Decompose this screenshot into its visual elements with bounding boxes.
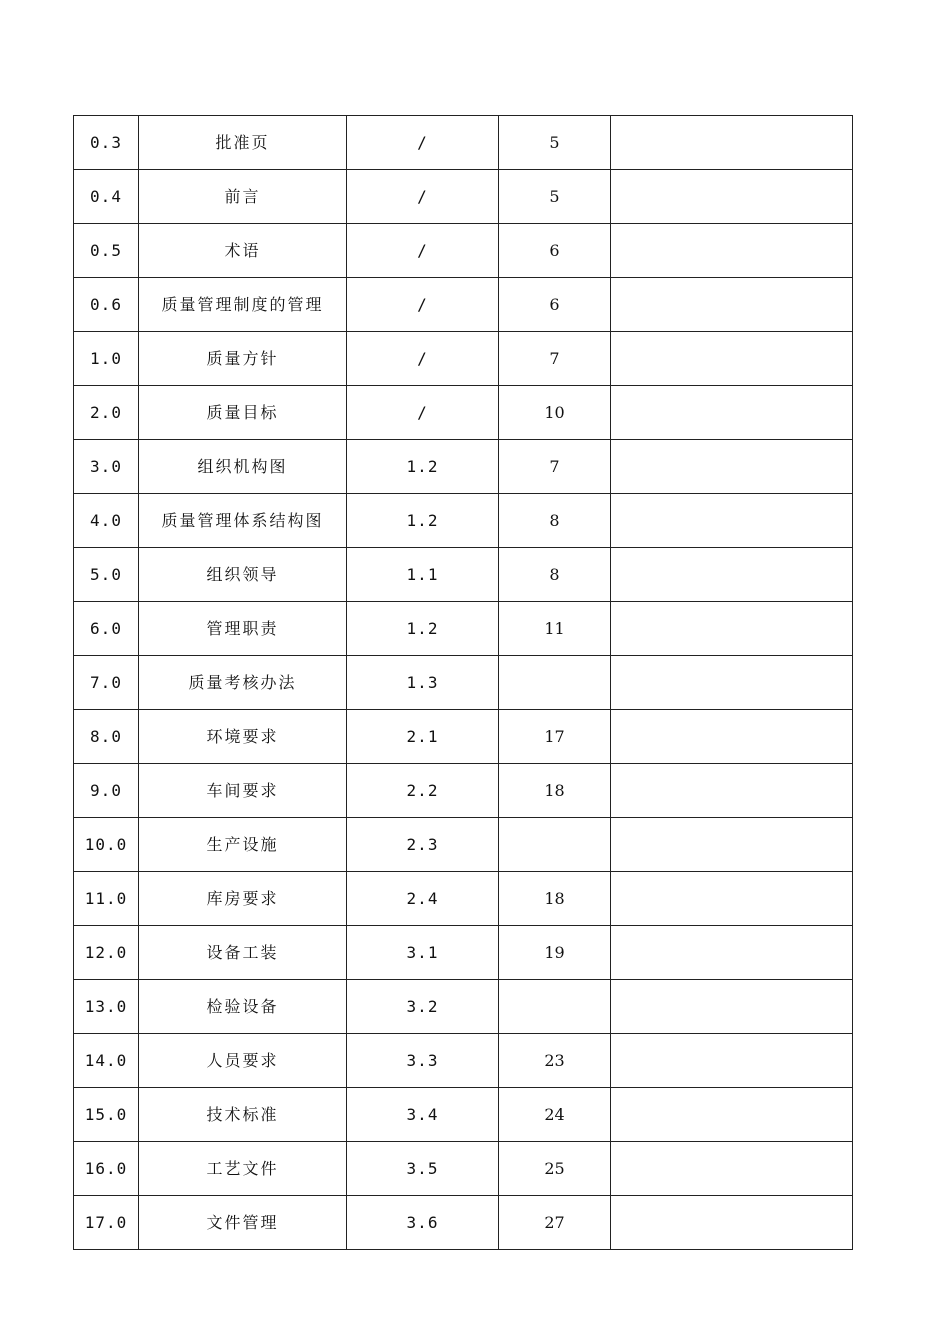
page-number-cell: 19 [499, 926, 611, 980]
clause-reference-cell: 2.3 [347, 818, 499, 872]
table-row [74, 1088, 853, 1142]
remarks-cell [611, 602, 853, 656]
remarks-cell [611, 116, 853, 170]
clause-reference-cell: 2.2 [347, 764, 499, 818]
clause-reference-cell: / [347, 332, 499, 386]
section-number-cell: 4.0 [74, 494, 139, 548]
remarks-cell [611, 440, 853, 494]
clause-reference-cell: 3.4 [347, 1088, 499, 1142]
section-title-cell: 质量管理制度的管理 [139, 278, 347, 332]
remarks-cell [611, 710, 853, 764]
table-row [74, 1142, 853, 1196]
section-title-cell: 术语 [139, 224, 347, 278]
section-title-cell: 前言 [139, 170, 347, 224]
page-number-cell [499, 818, 611, 872]
clause-reference-cell: / [347, 278, 499, 332]
section-number-cell: 10.0 [74, 818, 139, 872]
section-title-cell: 环境要求 [139, 710, 347, 764]
clause-reference-cell: 1.3 [347, 656, 499, 710]
section-number-cell: 3.0 [74, 440, 139, 494]
page-number-cell: 5 [499, 170, 611, 224]
section-title-cell: 质量管理体系结构图 [139, 494, 347, 548]
page-number-cell: 5 [499, 116, 611, 170]
page-number-cell: 18 [499, 764, 611, 818]
remarks-cell [611, 1142, 853, 1196]
page-number-cell: 8 [499, 548, 611, 602]
section-number-cell: 16.0 [74, 1142, 139, 1196]
section-number-cell: 0.3 [74, 116, 139, 170]
remarks-cell [611, 764, 853, 818]
clause-reference-cell: / [347, 386, 499, 440]
page-number-cell [499, 980, 611, 1034]
section-number-cell: 17.0 [74, 1196, 139, 1250]
page-number-cell: 27 [499, 1196, 611, 1250]
clause-reference-cell: 2.1 [347, 710, 499, 764]
section-title-cell: 设备工装 [139, 926, 347, 980]
table-row [74, 818, 853, 872]
section-title-cell: 管理职责 [139, 602, 347, 656]
section-number-cell: 0.5 [74, 224, 139, 278]
table-row [74, 602, 853, 656]
table-row [74, 872, 853, 926]
remarks-cell [611, 980, 853, 1034]
section-number-cell: 0.6 [74, 278, 139, 332]
section-number-cell: 2.0 [74, 386, 139, 440]
section-number-cell: 14.0 [74, 1034, 139, 1088]
remarks-cell [611, 386, 853, 440]
page-number-cell: 6 [499, 224, 611, 278]
clause-reference-cell: / [347, 116, 499, 170]
page-number-cell: 25 [499, 1142, 611, 1196]
section-title-cell: 文件管理 [139, 1196, 347, 1250]
remarks-cell [611, 656, 853, 710]
page-number-cell: 23 [499, 1034, 611, 1088]
remarks-cell [611, 1196, 853, 1250]
section-title-cell: 批准页 [139, 116, 347, 170]
page-number-cell: 10 [499, 386, 611, 440]
clause-reference-cell: 3.3 [347, 1034, 499, 1088]
section-number-cell: 12.0 [74, 926, 139, 980]
section-number-cell: 15.0 [74, 1088, 139, 1142]
remarks-cell [611, 1034, 853, 1088]
section-title-cell: 组织领导 [139, 548, 347, 602]
section-number-cell: 13.0 [74, 980, 139, 1034]
table-row [74, 386, 853, 440]
contents-table [73, 115, 853, 1250]
remarks-cell [611, 872, 853, 926]
remarks-cell [611, 548, 853, 602]
section-title-cell: 生产设施 [139, 818, 347, 872]
section-title-cell: 质量目标 [139, 386, 347, 440]
clause-reference-cell: / [347, 224, 499, 278]
clause-reference-cell: 1.1 [347, 548, 499, 602]
clause-reference-cell: 1.2 [347, 440, 499, 494]
page-number-cell: 7 [499, 332, 611, 386]
table-row [74, 764, 853, 818]
table-row [74, 1196, 853, 1250]
clause-reference-cell: 3.1 [347, 926, 499, 980]
page-number-cell: 11 [499, 602, 611, 656]
section-number-cell: 8.0 [74, 710, 139, 764]
page-number-cell: 24 [499, 1088, 611, 1142]
remarks-cell [611, 926, 853, 980]
table-row [74, 494, 853, 548]
table-row [74, 278, 853, 332]
section-title-cell: 技术标准 [139, 1088, 347, 1142]
page-number-cell: 18 [499, 872, 611, 926]
section-title-cell: 质量方针 [139, 332, 347, 386]
section-number-cell: 1.0 [74, 332, 139, 386]
table-row [74, 548, 853, 602]
table-row [74, 332, 853, 386]
remarks-cell [611, 224, 853, 278]
page-number-cell: 17 [499, 710, 611, 764]
clause-reference-cell: 3.5 [347, 1142, 499, 1196]
remarks-cell [611, 278, 853, 332]
table-row [74, 926, 853, 980]
section-title-cell: 检验设备 [139, 980, 347, 1034]
table-row [74, 224, 853, 278]
section-number-cell: 11.0 [74, 872, 139, 926]
section-number-cell: 0.4 [74, 170, 139, 224]
section-title-cell: 人员要求 [139, 1034, 347, 1088]
table-row [74, 980, 853, 1034]
page-number-cell: 6 [499, 278, 611, 332]
table-row [74, 440, 853, 494]
clause-reference-cell: 1.2 [347, 602, 499, 656]
remarks-cell [611, 818, 853, 872]
clause-reference-cell: 2.4 [347, 872, 499, 926]
section-title-cell: 库房要求 [139, 872, 347, 926]
table-row [74, 1034, 853, 1088]
section-title-cell: 组织机构图 [139, 440, 347, 494]
section-number-cell: 9.0 [74, 764, 139, 818]
table-row [74, 656, 853, 710]
clause-reference-cell: / [347, 170, 499, 224]
section-number-cell: 7.0 [74, 656, 139, 710]
contents-table-body [74, 116, 853, 1250]
section-number-cell: 5.0 [74, 548, 139, 602]
section-title-cell: 工艺文件 [139, 1142, 347, 1196]
clause-reference-cell: 1.2 [347, 494, 499, 548]
section-title-cell: 车间要求 [139, 764, 347, 818]
table-row [74, 710, 853, 764]
clause-reference-cell: 3.6 [347, 1196, 499, 1250]
section-title-cell: 质量考核办法 [139, 656, 347, 710]
table-row [74, 116, 853, 170]
remarks-cell [611, 170, 853, 224]
remarks-cell [611, 494, 853, 548]
remarks-cell [611, 1088, 853, 1142]
table-row [74, 170, 853, 224]
page-number-cell [499, 656, 611, 710]
clause-reference-cell: 3.2 [347, 980, 499, 1034]
section-number-cell: 6.0 [74, 602, 139, 656]
remarks-cell [611, 332, 853, 386]
page-number-cell: 8 [499, 494, 611, 548]
page-number-cell: 7 [499, 440, 611, 494]
